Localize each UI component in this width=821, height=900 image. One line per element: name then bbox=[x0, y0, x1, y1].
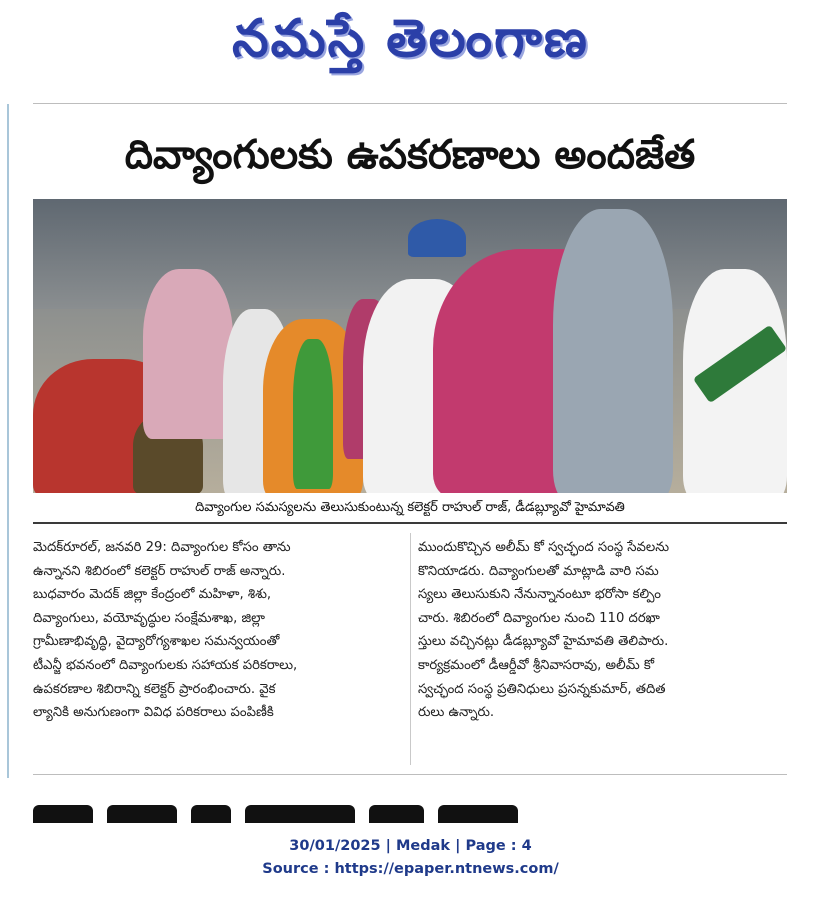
body-line: ముందుకొచ్చిన అలీమ్ కో స్వచ్ఛంద సంస్థ సేవలను bbox=[418, 540, 670, 555]
caption-divider bbox=[33, 522, 787, 524]
body-line: కార్యక్రమంలో డీఆర్డీవో శ్రీనివాసరావు, అలీమ్ కో bbox=[418, 657, 655, 673]
body-line: ల్యానికి అనుగుణంగా వివిధ పరికరాలు పంపిణీకి bbox=[33, 705, 274, 721]
body-line: గ్రామీణాభివృద్ధి, వైద్యారోగ్యశాఖల సమన్వయంతో bbox=[33, 634, 280, 650]
body-line: స్యలు తెలుసుకుని నేనున్నానంటూ భరోసా కల్పిం bbox=[418, 587, 661, 603]
body-line: దివ్యాంగులు, వయోవృద్ధుల సంక్షేమశాఖ, జిల్లా bbox=[33, 610, 265, 626]
masthead-title: నమస్తే తెలంగాణ bbox=[232, 9, 589, 69]
body-line: రులు ఉన్నారు. bbox=[418, 705, 495, 721]
body-line: ఉన్నానని శిబిరంలో కలెక్టర్ రాహుల్ రాజ్ అన్నారు. bbox=[33, 563, 286, 579]
column-divider bbox=[410, 533, 411, 765]
body-line: స్వచ్ఛంద సంస్థ ప్రతినిధులు ప్రసన్నకుమార్, తదిత bbox=[418, 681, 666, 697]
top-divider bbox=[33, 103, 787, 104]
body-line: బుధవారం మెదక్ జిల్లా కేంద్రంలో మహిళా, శిశు, bbox=[33, 587, 272, 603]
body-line: స్తులు వచ్చినట్లు డీడబ్ల్యూవో హైమావతి తెలిపారు. bbox=[418, 634, 669, 650]
article-column-left bbox=[33, 536, 408, 725]
body-line: ఉపకరణాల శిబిరాన్ని కలెక్టర్ ప్రారంభించారు. వైక bbox=[33, 681, 276, 697]
bottom-divider bbox=[33, 774, 787, 775]
body-line: టీఎన్జీ భవనంలో దివ్యాంగులకు సహాయక పరికరాలు, bbox=[33, 657, 298, 673]
article-photo bbox=[33, 199, 787, 493]
body-line: కొనియాడరు. దివ్యాంగులతో మాట్లాడి వారి సమ bbox=[418, 563, 659, 579]
article-headline: దివ్యాంగులకు ఉపకరణాలు అందజేత bbox=[124, 132, 696, 178]
article-column-right bbox=[418, 536, 788, 725]
body-line: చారు. శిబిరంలో దివ్యాంగుల నుంచి 110 దరఖా bbox=[418, 610, 660, 626]
footer-source: Source : https://epaper.ntnews.com/ bbox=[262, 861, 559, 877]
photo-caption: దివ్యాంగుల సమస్యలను తెలుసుకుంటున్న కలెక్టర్ రాహుల్ రాజ్, డీడబ్ల్యూవో హైమావతి bbox=[195, 500, 625, 515]
left-margin-rule bbox=[7, 104, 9, 778]
body-line: మెదక్‌రూరల్, జనవరి 29: దివ్యాంగుల కోసం తాను bbox=[33, 540, 291, 555]
footer-date-page: 30/01/2025 | Medak | Page : 4 bbox=[289, 838, 532, 854]
cropped-next-headline bbox=[33, 805, 633, 823]
